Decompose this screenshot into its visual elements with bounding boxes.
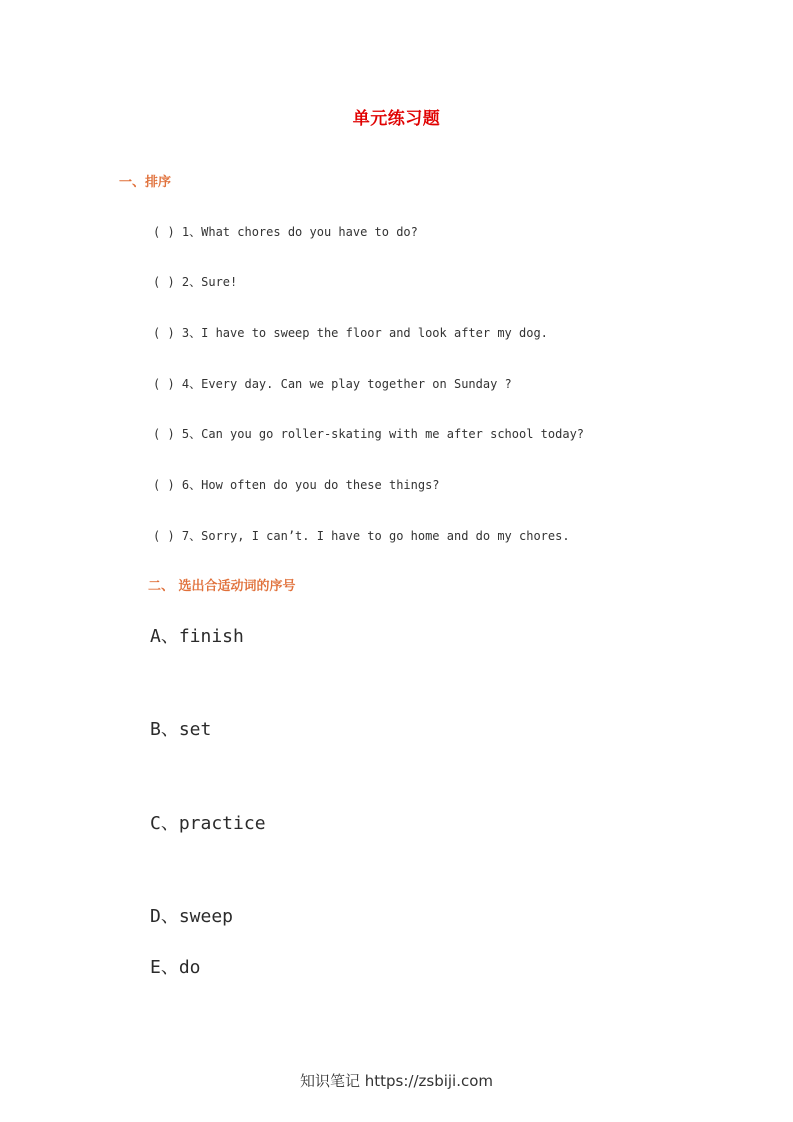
page-title: 单元练习题	[352, 109, 441, 129]
section-2-heading: 二、 选出合适动词的序号	[148, 579, 296, 594]
verb-option-a: A、finish	[150, 626, 244, 647]
ordering-item-1: ( ) 1、What chores do you have to do?	[153, 225, 418, 239]
ordering-item-6: ( ) 6、How often do you do these things?	[153, 478, 440, 492]
verb-option-e: E、do	[150, 957, 201, 978]
ordering-item-4: ( ) 4、Every day. Can we play together on Sunday ?	[153, 377, 512, 391]
ordering-item-3: ( ) 3、I have to sweep the floor and look after my dog.	[153, 326, 548, 340]
section-1-heading: 一、排序	[119, 175, 172, 190]
verb-option-c: C、practice	[150, 813, 266, 834]
ordering-item-2: ( ) 2、Sure!	[153, 275, 238, 289]
verb-option-b: B、set	[150, 719, 212, 740]
ordering-item-7: ( ) 7、Sorry, I can’t. I have to go home and do my chores.	[153, 529, 570, 543]
ordering-item-5: ( ) 5、Can you go roller-skating with me after school today?	[153, 427, 585, 441]
footer-watermark-link[interactable]: 知识笔记 https://zsbiji.com	[299, 1072, 494, 1090]
verb-option-d: D、sweep	[150, 906, 234, 927]
